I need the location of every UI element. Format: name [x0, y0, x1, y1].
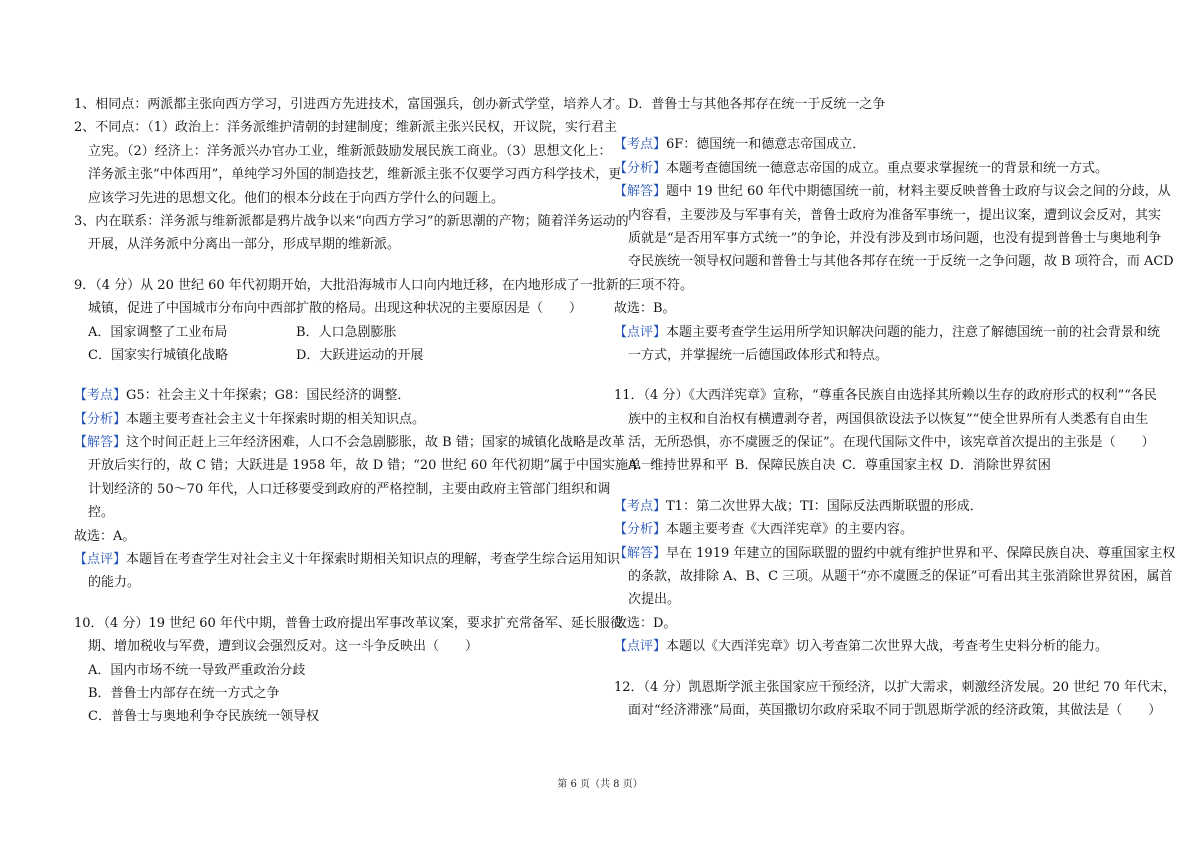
dianping-text: 一方式，并掌握统一后德国政体形式和特点。 [628, 347, 889, 363]
jieda-tag: 【解答】 [74, 435, 127, 451]
question-stem: 面对“经济滞涨”局面，英国撒切尔政府采取不同于凯恩斯学派的经济政策，其做法是（ ） [628, 702, 1162, 718]
dianping-text: 的能力。 [88, 575, 141, 591]
kaodian-text: G5：社会主义十年探索；G8：国民经济的调整． [126, 388, 411, 404]
question-11 [614, 384, 1176, 658]
jieda-text: 控。 [88, 505, 115, 521]
dianping-text: 本题以《大西洋宪章》切入考查第二次世界大战，考查考生史料分析的能力。 [666, 639, 1109, 655]
question-stem: 活，无所恐惧，亦不虞匮乏的保证”。在现代国际文件中，该宪章首次提出的主张是（ ） [628, 435, 1155, 451]
fenxi-text: 本题主要考查《大西洋宪章》的主要内容。 [666, 522, 914, 538]
option-a: A．国家调整了工业布局 [88, 324, 228, 340]
right-column [614, 93, 1176, 722]
option-d: D．大跃进运动的开展 [296, 347, 424, 363]
jieda-text: 这个时间正赶上三年经济困难，人口不会急剧膨胀，故 B 错；国家的城镇化战略是改革 [126, 435, 625, 451]
dianping-text: 本题主要考查学生运用所学知识解决问题的能力，注意了解德国统一前的社会背景和统 [666, 324, 1161, 340]
question-stem: 9．（4 分）从 20 世纪 60 年代初期开始，大批沿海城市人口向内地迁移，在内地形成了一批新的 [74, 277, 632, 293]
option-c: C．国家实行城镇化战略 [88, 347, 228, 363]
option-b: B．普鲁士内部存在统一方式之争 [88, 685, 280, 701]
jieda-tag: 【解答】 [614, 545, 667, 561]
question-stem: 11．（4 分）《大西洋宪章》宣称，“尊重各民族自由选择其所赖以生存的政府形式的权利”“各民 [614, 388, 1157, 404]
jieda-text: 题中 19 世纪 60 年代中期德国统一前，材料主要反映普鲁士政府与议会之间的分歧，从 [666, 184, 1171, 200]
answer-choice: 故选：B。 [614, 301, 676, 317]
dianping-tag: 【点评】 [74, 552, 127, 568]
text-line: 应该学习先进的思想文化。他们的根本分歧在于向西方学什么的问题上。 [88, 190, 505, 206]
dianping-tag: 【点评】 [614, 324, 667, 340]
fenxi-text: 本题主要考查社会主义十年探索时期的相关知识点。 [126, 411, 426, 427]
option-b: B．人口急剧膨胀 [296, 324, 397, 340]
page-number: 第 6 页（共 8 页） [557, 779, 643, 790]
question-stem: 城镇，促进了中国城市分布向中西部扩散的格局。出现这种状况的主要原因是（ ） [88, 301, 583, 317]
option-a: A．维持世界和平 [628, 458, 729, 474]
text-line: 3、内在联系：洋务派与维新派都是鸦片战争以来“向西方学习”的新思潮的产物；随着洋务运动的 [74, 213, 629, 229]
question-stem: 族中的主权和自治权有横遭剥夺者，两国俱欲设法予以恢复”“使全世界所有人类悉有自由生 [628, 411, 1149, 427]
fenxi-text: 本题考查德国统一德意志帝国的成立。重点要求掌握统一的背景和统一方式。 [666, 160, 1109, 176]
jieda-text: 内容看，主要涉及与军事有关，普鲁士政府为准备军事统一，提出议案，遭到议会反对，其实 [628, 207, 1162, 223]
option-d: D．普鲁士与其他各邦存在统一于反统一之争 [628, 97, 886, 112]
text-line: 立宪。（2）经济上：洋务派兴办官办工业，维新派鼓励发展民族工商业。（3）思想文化上： [88, 143, 612, 159]
text-line: 1、相同点：两派都主张向西方学习，引进西方先进技术，富国强兵，创办新式学堂，培养人才。 [74, 97, 629, 112]
option-a: A．国内市场不统一导致严重政治分歧 [88, 662, 306, 678]
jieda-text: 三项不符。 [628, 277, 694, 293]
dianping-text: 本题旨在考查学生对社会主义十年探索时期相关知识点的理解，考查学生综合运用知识 [126, 552, 621, 568]
kaodian-tag: 【考点】 [74, 388, 127, 404]
jieda-text: 夺民族统一领导权问题和普鲁士与其他各邦存在统一于反统一之争问题，故 B 项符合，而 ACD [628, 254, 1174, 270]
option-c: C．尊重国家主权 [841, 458, 943, 474]
question-stem: 10．（4 分）19 世纪 60 年代中期，普鲁士政府提出军事改革议案，要求扩充常备军、延长服役 [74, 615, 623, 631]
jieda-text: 次提出。 [628, 592, 681, 608]
jieda-text: 质就是“是否用军事方式统一”的争论，并没有涉及到市场问题，也没有提到普鲁士与奥地利争 [628, 230, 1162, 246]
fenxi-tag: 【分析】 [614, 160, 667, 176]
question-stem: 期、增加税收与军费，遭到议会强烈反对。这一斗争反映出（ ） [88, 639, 479, 655]
question-stem: 12．（4 分）凯恩斯学派主张国家应干预经济，以扩大需求，刺激经济发展。20 世纪 70 年代末， [614, 679, 1176, 695]
answer-choice: 故选：A。 [74, 528, 136, 544]
jieda-text: 早在 1919 年建立的国际联盟的盟约中就有维护世界和平、保障民族自决、尊重国家主权 [666, 545, 1176, 561]
jieda-text: 的条款，故排除 A、B、C 三项。从题干“亦不虞匮乏的保证”可看出其主张消除世界贫困，属首 [628, 569, 1173, 585]
kaodian-text: T1：第二次世界大战；TI：国际反法西斯联盟的形成． [666, 498, 983, 514]
question-10 [74, 612, 623, 729]
kaodian-tag: 【考点】 [614, 137, 667, 153]
question-10-continued [614, 93, 1174, 367]
dianping-tag: 【点评】 [614, 639, 667, 655]
answer-choice: 故选：D。 [614, 615, 677, 631]
text-line: 洋务派主张“中体西用”，单纯学习外国的制造技艺，维新派主张不仅要学习西方科学技术，更 [88, 167, 622, 183]
kaodian-tag: 【考点】 [614, 498, 667, 514]
fenxi-tag: 【分析】 [74, 411, 127, 427]
option-d: D．消除世界贫困 [949, 458, 1051, 474]
jieda-tag: 【解答】 [614, 184, 667, 200]
text-line: 开展，从洋务派中分离出一部分，形成早期的维新派。 [88, 237, 401, 253]
jieda-text: 开放后实行的，故 C 错；大跃进是 1958 年，故 D 错；“20 世纪 60 年代初期”属于中国实施单一 [88, 458, 655, 474]
kaodian-text: 6F：德国统一和德意志帝国成立． [666, 137, 866, 153]
option-b: B．保障民族自决 [734, 458, 836, 474]
question-12 [614, 676, 1176, 723]
option-c: C．普鲁士与奥地利争夺民族统一领导权 [88, 709, 319, 725]
jieda-text: 计划经济的 50～70 年代，人口迁移要受到政府的严格控制，主要由政府主管部门组织和调 [88, 481, 611, 497]
fenxi-tag: 【分析】 [614, 522, 667, 538]
text-line: 2、不同点：（1）政治上：洋务派维护清朝的封建制度；维新派主张兴民权，开议院，实行君主 [74, 120, 618, 136]
